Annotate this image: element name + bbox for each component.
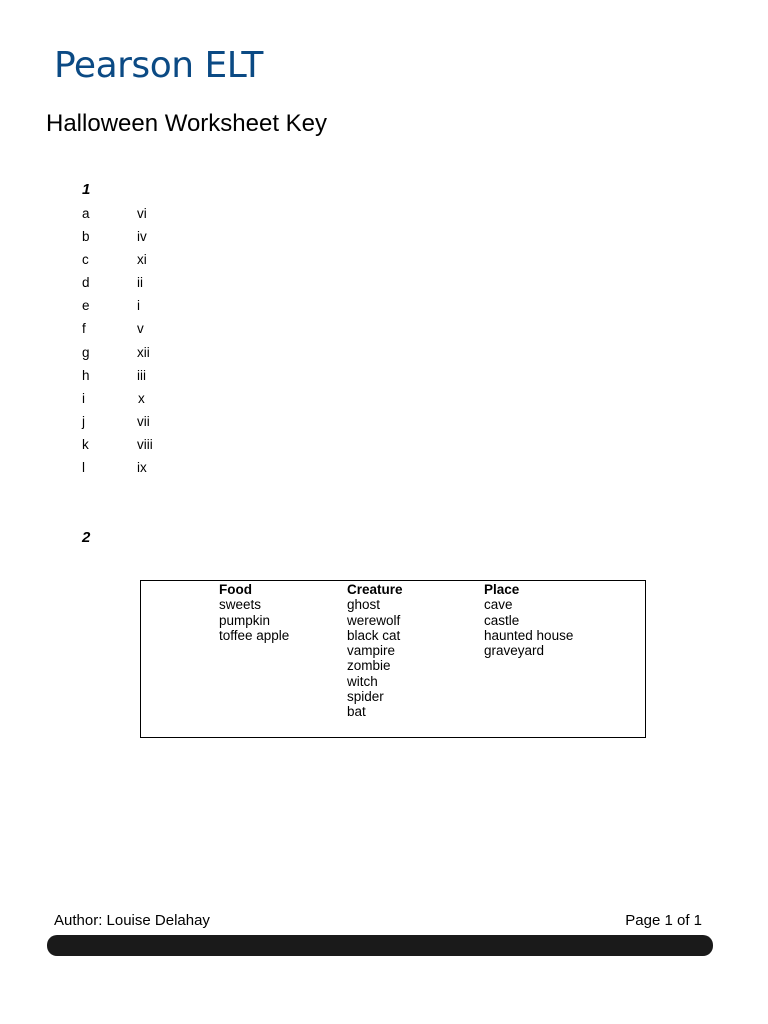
answer-letter: h: [82, 367, 90, 383]
list-item: black cat: [347, 627, 401, 643]
column-heading: Creature: [347, 582, 403, 597]
list-item: castle: [484, 612, 520, 628]
answer-letter: k: [82, 436, 89, 452]
page-title: Halloween Worksheet Key: [46, 110, 328, 137]
answer-value: ix: [137, 460, 147, 476]
list-item: spider: [347, 689, 384, 705]
answer-value: vii: [137, 413, 150, 429]
answer-letter: j: [82, 413, 85, 429]
answer-value: xii: [137, 344, 150, 360]
answer-letter: g: [82, 344, 90, 360]
answer-value: ii: [137, 275, 143, 291]
answer-letter: f: [82, 321, 86, 337]
answer-value: xi: [137, 252, 147, 268]
footer-bar: [47, 935, 713, 956]
list-item: werewolf: [347, 612, 401, 628]
creature-column: [347, 582, 403, 720]
answer-letter: e: [82, 298, 90, 314]
column-heading: Place: [484, 582, 520, 597]
list-item: graveyard: [484, 643, 545, 659]
answer-letter: b: [82, 229, 90, 245]
list-item: zombie: [347, 658, 391, 674]
answer-letter: d: [82, 275, 90, 291]
list-item: ghost: [347, 597, 381, 613]
answer-value: viii: [137, 436, 153, 452]
footer-author: Author: Louise Delahay: [54, 912, 210, 929]
answer-letter: c: [82, 252, 89, 268]
list-item: bat: [347, 704, 366, 720]
list-item: cave: [484, 597, 513, 613]
answer-value: vi: [137, 206, 147, 221]
answer-letter: i: [82, 390, 85, 406]
list-item: pumpkin: [219, 612, 271, 628]
answer-value: v: [137, 321, 144, 337]
list-item: vampire: [347, 643, 396, 659]
food-column: [219, 582, 289, 643]
pearson-logo: Pearson ELT: [54, 45, 263, 86]
section-1-number: 1: [82, 181, 91, 198]
answer-value: i: [137, 298, 140, 314]
column-heading: Food: [219, 582, 252, 597]
list-item: witch: [347, 673, 378, 689]
answer-value: iv: [137, 229, 147, 245]
place-column: [484, 582, 573, 658]
category-table: [140, 580, 646, 738]
answer-value: x: [138, 390, 145, 406]
list-item: sweets: [219, 597, 262, 613]
answer-letter: l: [82, 460, 85, 476]
section-2-number: 2: [82, 529, 91, 546]
list-item: toffee apple: [219, 627, 290, 643]
answer-value: iii: [137, 367, 146, 383]
footer-page-number: Page 1 of 1: [625, 912, 702, 929]
list-item: haunted house: [484, 627, 574, 643]
answer-letter: a: [82, 206, 90, 221]
